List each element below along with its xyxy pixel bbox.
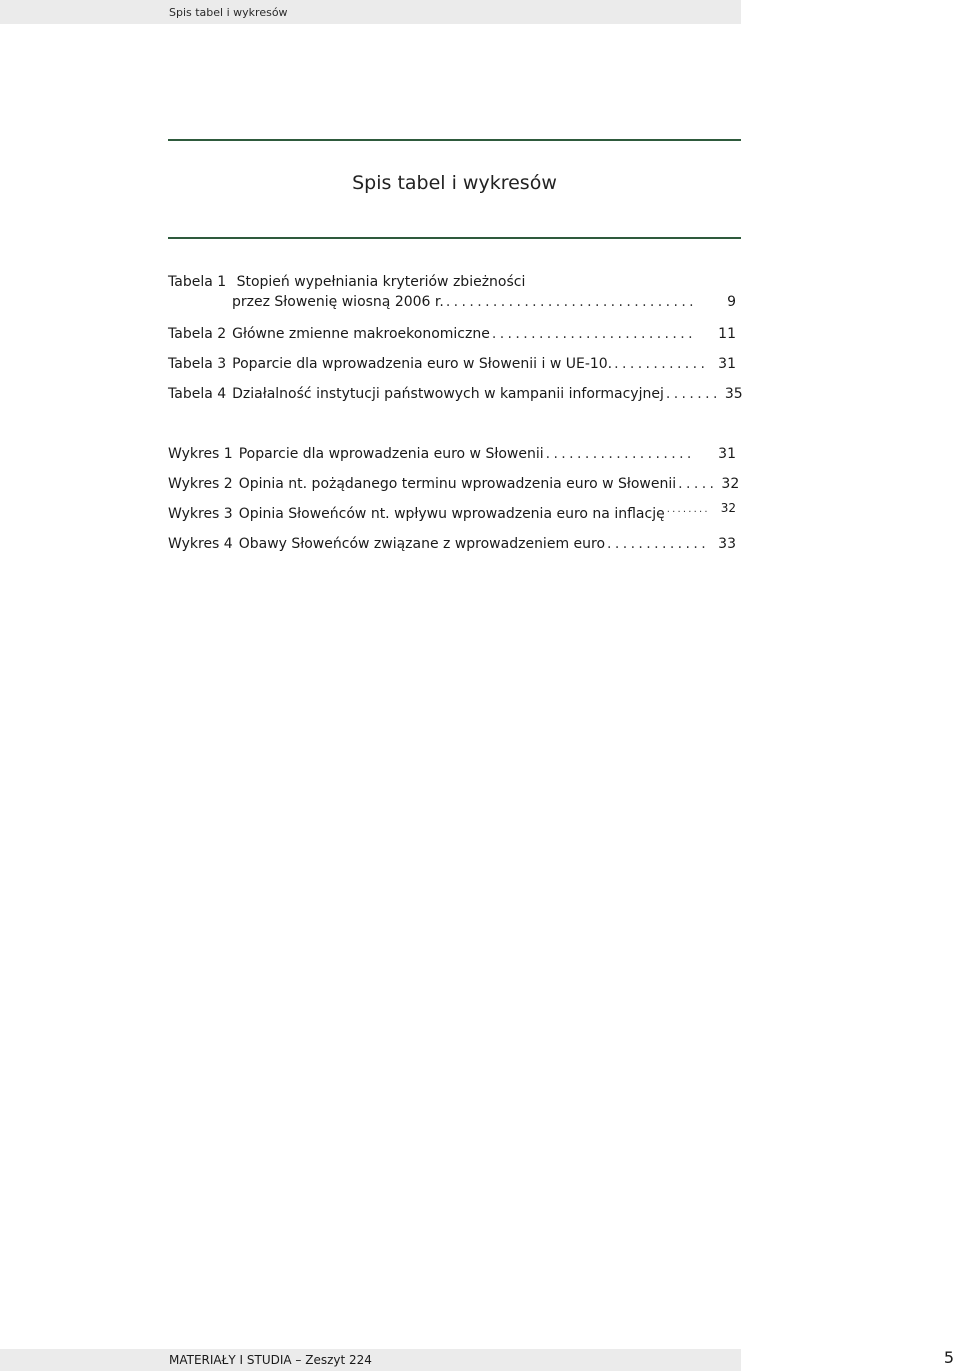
toc-entry-tabela-2[interactable] [168, 324, 736, 344]
toc-entry-label: Tabela 4 [168, 386, 227, 402]
toc-entry-page: 32 [720, 501, 736, 515]
toc-entry-text: Główne zmienne makroekonomiczne [232, 326, 490, 342]
toc-entry-text: Działalność instytucji państwowych w kampanii informacyjnej [232, 386, 664, 402]
toc-entry-page: 31 [718, 356, 736, 372]
toc-entry-tabela-1[interactable] [168, 272, 736, 312]
toc-dot-leader: ............ [614, 356, 709, 372]
toc-entry-text: Opinia Słoweńców nt. wpływu wprowadzenia euro na inflację [238, 506, 665, 522]
toc-entry-text: Obawy Słoweńców związane z wprowadzeniem euro [238, 536, 606, 552]
toc-entry-page: 32 [721, 476, 740, 492]
toc-entry-tabela-3[interactable] [168, 354, 736, 374]
toc-entry-text: Poparcie dla wprowadzenia euro w Słowenii [238, 446, 544, 462]
toc-entry-label: Tabela 1 [168, 274, 227, 290]
toc-entry-tabela-4[interactable] [168, 384, 743, 404]
page-title: Spis tabel i wykresów [352, 172, 557, 194]
running-header-title: Spis tabel i wykresów [169, 6, 288, 19]
page-number: 5 [943, 1348, 954, 1367]
toc-dot-leader: ................... [545, 446, 695, 462]
toc-entry-wykres-3[interactable] [168, 501, 736, 524]
toc-entry-page: 9 [727, 294, 736, 310]
toc-entry-wykres-2[interactable] [168, 474, 740, 494]
toc-entry-text: Stopień wypełniania kryteriów zbieżności [236, 274, 526, 290]
toc-entry-label: Wykres 3 [168, 506, 233, 522]
toc-entry-label: Tabela 2 [168, 326, 227, 342]
toc-entry-label: Wykres 4 [168, 536, 233, 552]
toc-entry-text: Opinia nt. pożądanego terminu wprowadzenia euro w Słowenii [238, 476, 677, 492]
toc-entry-wykres-4[interactable] [168, 534, 736, 554]
toc-dot-leader: ..... [678, 476, 718, 492]
toc-entry-label: Wykres 1 [168, 446, 233, 462]
toc-entry-text: Poparcie dla wprowadzenia euro w Słowenii i w UE-10. [232, 356, 613, 372]
title-rule-bottom [168, 237, 741, 239]
toc-entry-page: 11 [718, 326, 736, 342]
toc-dot-leader: .......................... [491, 326, 696, 342]
toc-entry-page: 35 [724, 386, 743, 402]
footer-series: MATERIAŁY I STUDIA – Zeszyt 224 [169, 1353, 372, 1367]
toc-entry-page: 31 [718, 446, 736, 462]
toc-entry-wykres-1[interactable] [168, 444, 736, 464]
toc-dot-leader: ............. [607, 536, 710, 552]
toc-dot-leader: ....... [665, 386, 721, 402]
running-header [0, 0, 741, 24]
title-rule-top [168, 139, 741, 141]
toc-entry-text-continued: przez Słowenię wiosną 2006 r. [232, 294, 444, 310]
toc-entry-label: Wykres 2 [168, 476, 233, 492]
toc-dot-leader: ........ [666, 504, 710, 515]
toc-entry-label: Tabela 3 [168, 356, 227, 372]
toc-dot-leader: ................................ [445, 294, 698, 310]
toc-entry-page: 33 [718, 536, 736, 552]
